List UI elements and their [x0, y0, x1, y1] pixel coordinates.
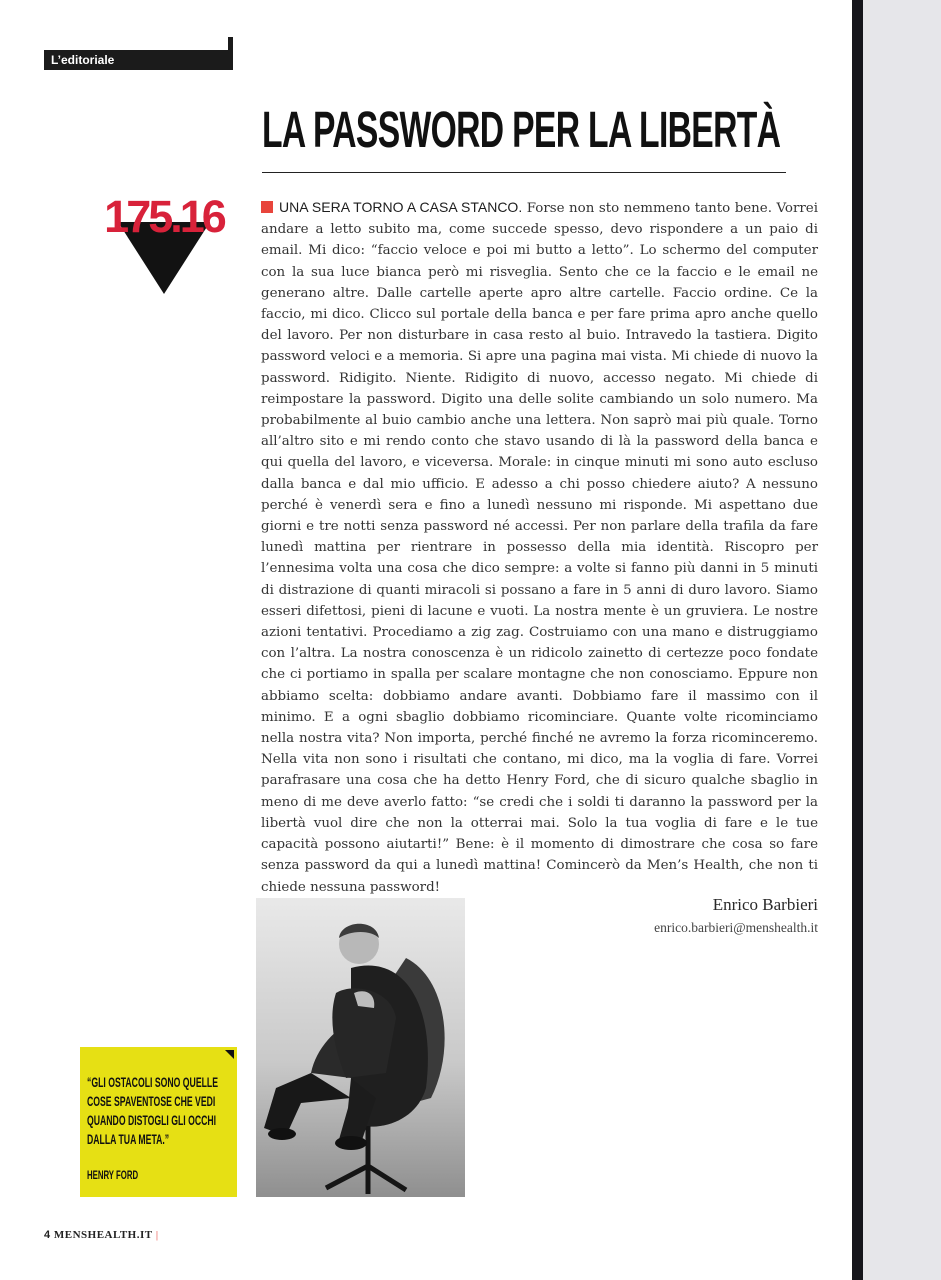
issue-number: 175.16: [104, 191, 224, 242]
issue-marker: [86, 190, 242, 300]
article-text: Forse non sto nemmeno tanto bene. Vorrei andare a letto subito ma, come succede spesso, devo rispondere a un paio di email. Mi dico: “faccio veloce e poi mi butto a letto”. Lo schermo del computer con la sua luce bianca però mi risveglia. Sento che ce la faccio e le email ne generano altre. Dalle cartelle aperte apro altre cartelle. Faccio ordine. Ce la faccio, mi dico. Clicco sul portale della banca e per fare prima apro anche quello del lavoro. Per non disturbare in casa resto al buio. Intravedo la tastiera. Digito password veloci e a memoria. Si apre una pagina mai vista. Mi chiede di nuovo la password. Ridigito. Niente. Ridigito di nuovo, accesso negato. Mi chiede di reimpostare la password. Digito una delle solite cambiando un solo numero. Ma probabilmente al buio cambio anche una lettera. Non saprò mai più quale. Torno all’altro sito e mi rendo conto che stavo usando di là la password della banca e qui quella del lavoro, e viceversa. Morale: in cinque minuti mi sono auto escluso dalla banca e dal mio ufficio. E adesso a chi posso chiedere aiuto? A nessuno perché è venerdì sera e fino a lunedì nessuno mi risponde. Mi aspettano due giorni e tre notti senza password né accessi. Per non parlare della trafila da fare lunedì mattina per rientrare in possesso della mia identità. Riscopro per l’ennesima volta una cosa che dico sempre: a volte si fanno più danni in 5 minuti di distrazione di quanti miracoli si possano a fare in 5 anni di duro lavoro. Siamo esseri difettosi, pieni di lacune e vuoti. La nostra mente è un gruviera. Le nostre azioni tentativi. Procediamo a zig zag. Costruiamo con una mano e distruggiamo con l’altra. La nostra conoscenza è un ridicolo zainetto di certezze poco fondate che ci portiamo in spalla per scalare montagne che non conosciamo. Eppure non abbiamo scelta: dobbiamo andare avanti. Dobbiamo fare il massimo con il minimo. E a ogni sbaglio dobbiamo ricominciare. Quante volte ricominciamo nella nostra vita? Non importa, perché finché ne avremo la forza ricominceremo. Nella vita non sono i risultati che contano, mi dico, ma la voglia di fare. Vorrei parafrasare una cosa che ha detto Henry Ford, che di sicuro qualche sbaglio in meno di me deve averlo fatto: “se credi che i soldi ti daranno la password per la libertà vuol dire che non la otterrai mai. Solo la tua voglia di fare e le tue capacità possono aiutarti!” Bene: è il momento di dimostrare che cosa so fare senza password da qui a lunedì mattina! Comincerò da Men’s Health, che non ti chiede nessuna password!: [261, 201, 819, 895]
author-name: Enrico Barbieri: [712, 895, 818, 914]
section-tag-corner: [228, 37, 233, 51]
quote-corner-icon: [225, 1050, 234, 1059]
author-photo: [256, 898, 465, 1197]
quote-text: “GLI OSTACOLI SONO QUELLE COSE SPAVENTOSE CHE VEDI QUANDO DISTOGLI GLI OCCHI DALLA TUA META.”: [87, 1074, 219, 1147]
page-number: 4: [44, 1229, 51, 1241]
headline: LA PASSWORD PER LA LIBERTÀ: [262, 101, 781, 158]
quote-box: [80, 1047, 237, 1197]
headline-rule: [262, 172, 786, 173]
lead-square-icon: [261, 201, 273, 213]
quote-author: HENRY FORD: [87, 1168, 139, 1182]
page-footer: [44, 1229, 159, 1241]
footer-separator: |: [155, 1229, 159, 1241]
section-tag: L’editoriale: [44, 50, 233, 70]
article-lead: UNA SERA TORNO A CASA STANCO.: [279, 199, 523, 215]
article-body: [261, 197, 818, 898]
page-edge-rule: [852, 0, 863, 1280]
page-edge-band: [852, 0, 941, 1280]
author-email[interactable]: enrico.barbieri@menshealth.it: [654, 920, 818, 935]
footer-site: MENSHEALTH.IT: [53, 1229, 153, 1241]
